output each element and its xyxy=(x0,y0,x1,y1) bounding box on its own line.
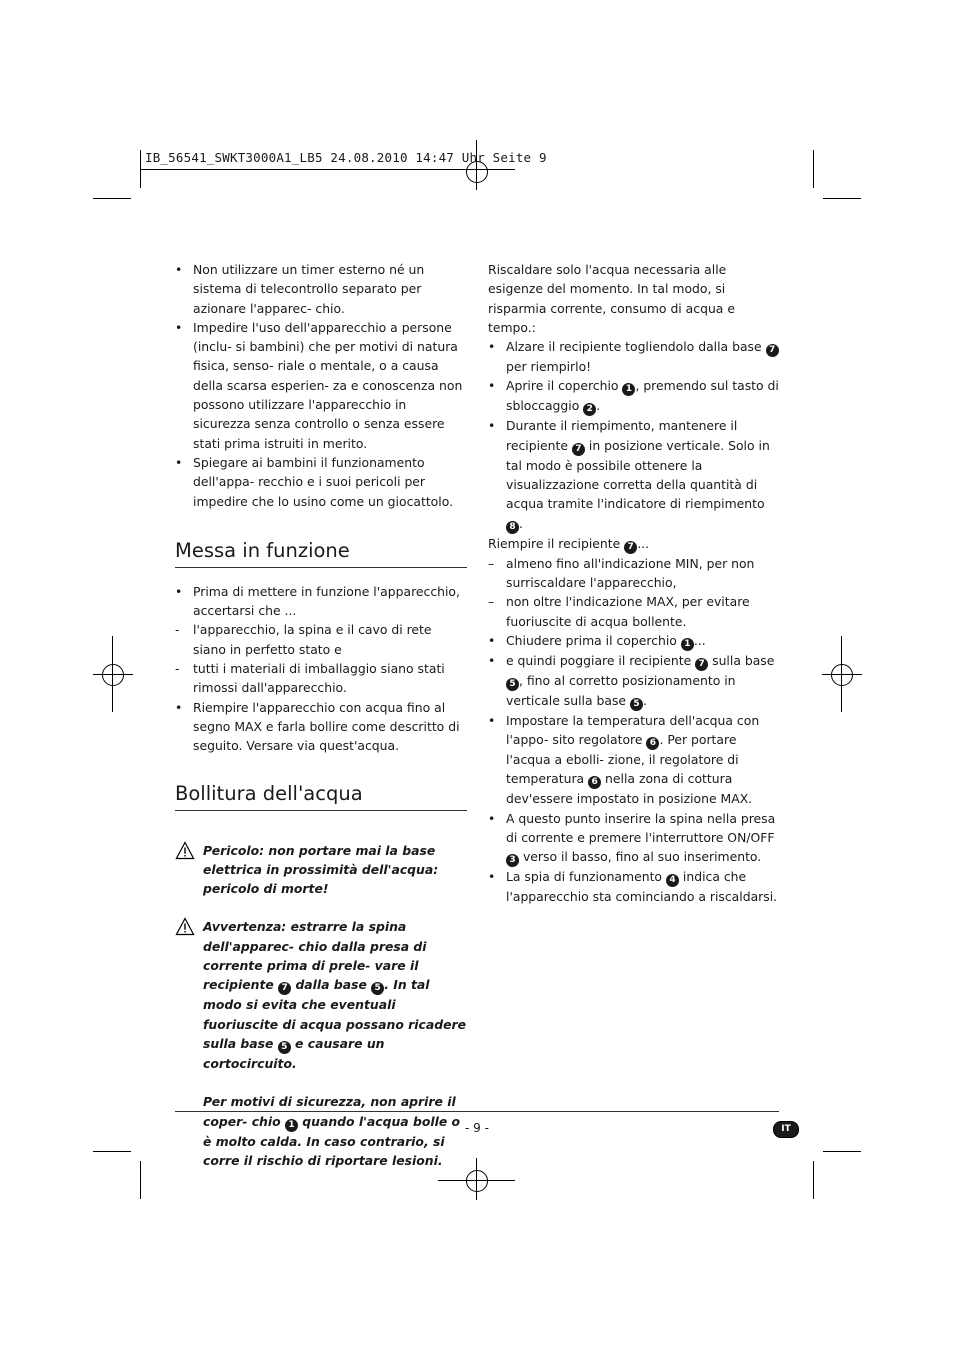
crop-mark xyxy=(813,1161,814,1199)
list-item: • Non utilizzare un timer esterno né un sistema di telecontrollo separato per azionare l'apparec- chio. xyxy=(175,262,425,316)
part-number-5: 5 xyxy=(371,982,384,995)
part-number-5: 5 xyxy=(630,698,643,711)
part-number-1: 1 xyxy=(681,638,694,651)
part-number-7: 7 xyxy=(695,658,708,671)
part-number-8: 8 xyxy=(506,521,519,534)
list-item: • Aprire il coperchio 1 , premendo sul tasto di sbloccaggio 2 . xyxy=(488,378,779,415)
crop-mark xyxy=(140,1161,141,1199)
part-number-7: 7 xyxy=(766,344,779,357)
part-number-7: 7 xyxy=(572,443,585,456)
crop-mark xyxy=(823,198,861,199)
danger-warning: Pericolo: non portare mai la base elettrica in prossimità dell'acqua: pericolo di morte! xyxy=(175,841,467,899)
registration-mark xyxy=(476,1158,477,1200)
part-number-4: 4 xyxy=(666,874,679,887)
part-number-1: 1 xyxy=(285,1119,298,1132)
page-number: - 9 - xyxy=(465,1121,489,1135)
intro-paragraph: Riscaldare solo l'acqua necessaria alle esigenze del momento. In tal modo, si risparmia corrente, consumo di acqua e tempo.: xyxy=(488,262,735,335)
list-item: • Impostare la temperatura dell'acqua con l'appo- sito regolatore 6 . Per portare l'acqua a ebolli- zione, il regolatore di temperatura 6 nella zona di cottura dev'essere impostato in posizione MAX. xyxy=(488,712,760,807)
list-item: • Chiudere prima il coperchio 1 ... xyxy=(488,632,706,649)
crop-mark xyxy=(823,1151,861,1152)
registration-mark xyxy=(466,1170,488,1192)
list-item: - l'apparecchio, la spina e il cavo di rete siano in perfetto stato e xyxy=(175,622,432,657)
section-heading-bollitura: Bollitura dell'acqua xyxy=(175,782,467,811)
list-item: • Prima di mettere in funzione l'apparecchio, accertarsi che ... xyxy=(175,583,460,619)
footer-rule xyxy=(175,1111,779,1112)
list-item: • Durante il riempimento, mantenere il recipiente 7 in posizione verticale. Solo in tal modo è possibile ottenere la visualizzazione corretta della quantità di acqua tramite l'indicatore di riempimento 8 . xyxy=(488,418,770,532)
part-number-6: 6 xyxy=(646,737,659,750)
registration-mark xyxy=(438,1180,515,1181)
registration-mark xyxy=(476,140,477,190)
crop-mark xyxy=(93,1151,131,1152)
warning-icon xyxy=(175,841,195,860)
part-number-7: 7 xyxy=(278,982,291,995)
list-item: – almeno fino all'indicazione MIN, per non surriscaldare l'apparecchio, xyxy=(488,555,755,590)
print-slug: IB_56541_SWKT3000A1_LB5 24.08.2010 14:47 Uhr Seite 9 xyxy=(145,150,547,165)
right-column xyxy=(488,260,780,907)
slug-underline xyxy=(140,169,515,170)
list-item: • e quindi poggiare il recipiente 7 sulla base 5 , fino al corretto posizionamento in verticale sulla base 5 . xyxy=(488,652,775,709)
list-item: - tutti i materiali di imballaggio siano stati rimossi dall'apparecchio. xyxy=(175,661,445,696)
warning-icon xyxy=(175,917,195,936)
list-item: • A questo punto inserire la spina nella presa di corrente e premere l'interruttore ON/OFF 3 verso il basso, fino al suo inserimento. xyxy=(488,810,776,866)
part-number-3: 3 xyxy=(506,854,519,867)
crop-mark xyxy=(813,150,814,188)
list-item: • Riempire l'apparecchio con acqua fino al segno MAX e farla bollire come descritto di seguito. Versare via quest'acqua. xyxy=(175,699,460,754)
part-number-5: 5 xyxy=(278,1041,291,1054)
part-number-2: 2 xyxy=(583,403,596,416)
list-item: • Impedire l'uso dell'apparecchio a persone (inclu- si bambini) che per motivi di natura fisica, senso- riale o mentale, o a causa della scarsa esperien- za e conoscenza non possono utilizzare l'apparecchio in sicurezza senza controllo o senza essere stati prima istruiti in merito. xyxy=(175,319,463,451)
list-item: • La spia di funzionamento 4 indica che l'apparecchio sta cominciando a riscaldarsi. xyxy=(488,869,778,905)
registration-mark xyxy=(93,674,133,675)
section-heading-messa-in-funzione: Messa in funzione xyxy=(175,539,467,568)
left-column xyxy=(175,260,467,1170)
part-number-7: 7 xyxy=(624,541,637,554)
part-number-5: 5 xyxy=(506,678,519,691)
part-number-1: 1 xyxy=(622,383,635,396)
list-item: • Alzare il recipiente togliendolo dalla base 7 per riempirlo! xyxy=(488,337,780,376)
registration-mark xyxy=(822,674,862,675)
list-item: • Spiegare ai bambini il funzionamento dell'appa- recchio e i suoi pericoli per impedire che lo usino come un giocattolo. xyxy=(175,454,454,509)
list-item: – non oltre l'indicazione MAX, per evitare fuoriuscite di acqua bollente. xyxy=(488,594,750,629)
language-badge: IT xyxy=(773,1121,799,1138)
registration-mark xyxy=(831,664,853,686)
part-number-6: 6 xyxy=(588,776,601,789)
crop-mark xyxy=(93,198,131,199)
caution-warning: Avvertenza: estrarre la spina dell'apparec- chio dalla presa di corrente prima di prele- vare il recipiente 7 dalla base 5 . In tal modo si evita che eventuali fuoriuscite di acqua possano ricadere sulla base 5 e causare un cortocircuito. Per motivi di sicurezza, non aprire il coper- chio 1 quando l'acqua bolle o è molto calda. In caso contrario, si corre il rischio di riportare lesioni. xyxy=(175,917,467,1170)
registration-mark xyxy=(102,664,124,686)
fill-paragraph: Riempire il recipiente 7 ... xyxy=(488,535,650,552)
